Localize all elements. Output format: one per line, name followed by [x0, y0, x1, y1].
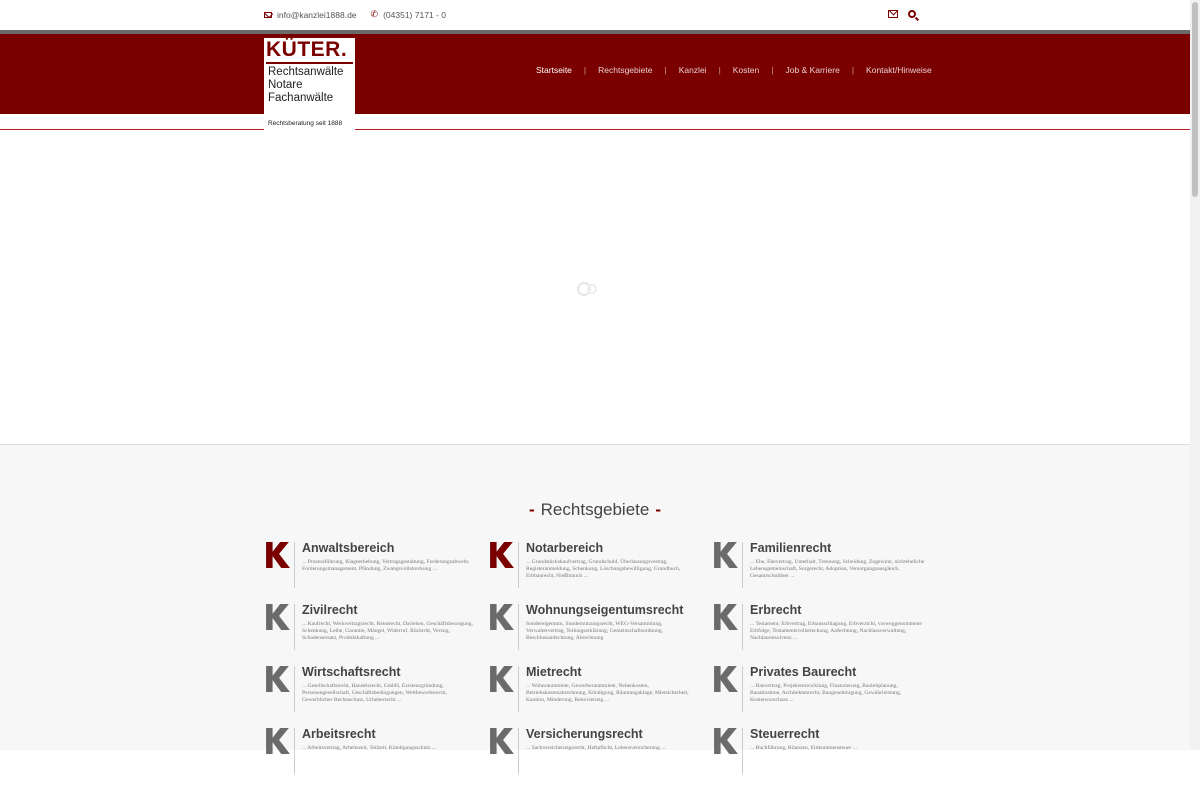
card-divider [742, 542, 743, 588]
card-description: ... Buchführung, Bilanzen, Einkommensteuer ... [750, 745, 857, 751]
k-logo-icon [264, 604, 292, 630]
k-logo-icon [264, 666, 292, 692]
scrollbar-thumb[interactable] [1192, 2, 1198, 197]
card-divider [742, 728, 743, 774]
card-description: ... Testament, Erbvertrag, Erbausschlagung, Erbverzicht, vorweggenommene Erbfolge, Testamentsvollstreckung, Anfechtung, Nachlassverwaltung, Nachlassinsolvenz ... [750, 621, 922, 641]
mail-icon [264, 12, 272, 18]
hero-slider [0, 131, 1190, 445]
logo-name: KÜTER. [266, 38, 348, 61]
rechtsgebiet-card[interactable] [712, 666, 932, 726]
card-description: ... Kaufrecht, Werkvertragsrecht, Reiserecht, Darlehen, Geschäftsbesorgung, Schenkung, Leihe, Garantie, Mängel, Widerruf, Rücktritt, Verzug, Schadensersatz, Produkthaftung ... [302, 621, 473, 641]
nav-separator: | [771, 65, 774, 75]
k-logo-icon [712, 542, 740, 568]
rechtsgebiet-card[interactable] [488, 542, 708, 602]
rechtsgebiet-card[interactable] [712, 542, 932, 602]
card-divider [294, 666, 295, 712]
card-title[interactable]: Wohnungseigentumsrecht [526, 603, 684, 617]
section-title [0, 500, 1190, 520]
card-title[interactable]: Steuerrecht [750, 727, 820, 741]
nav-item-job-karriere[interactable]: Job & Karriere [785, 65, 840, 75]
card-divider [518, 542, 519, 588]
rechtsgebiet-card[interactable] [264, 542, 484, 602]
card-description: ... Sachversicherungsrecht, Haftpflicht, Lebensversicherung ... [526, 745, 666, 751]
card-title[interactable]: Familienrecht [750, 541, 832, 555]
top-right-actions [888, 9, 916, 18]
rechtsgebiet-card[interactable] [264, 666, 484, 726]
contact-info [264, 9, 446, 20]
k-logo-icon [264, 542, 292, 568]
card-title[interactable]: Mietrecht [526, 665, 582, 679]
phone-icon: ✆ [370, 9, 379, 19]
card-title[interactable]: Privates Baurecht [750, 665, 857, 679]
k-logo-icon [264, 728, 292, 754]
site-logo[interactable] [264, 38, 355, 130]
nav-separator: | [851, 65, 855, 75]
k-logo-icon [488, 542, 516, 568]
phone-link[interactable] [371, 9, 446, 20]
envelope-icon[interactable] [888, 10, 898, 18]
k-logo-icon [712, 604, 740, 630]
card-title[interactable]: Arbeitsrecht [302, 727, 376, 741]
card-description: ... Bauvertrag, Projektentwicklung, Finanzierung, Bauleitplanung, Bauabnahme, Architektenrecht, Baugenehmigung, Gewährleistung, Kostenvorschuss ... [750, 683, 902, 703]
nav-item-rechtsgebiete[interactable]: Rechtsgebiete [598, 65, 653, 75]
logo-line-3: Fachanwälte [268, 92, 334, 104]
logo-tagline: Rechtsberatung seit 1888 [268, 120, 343, 127]
search-icon[interactable] [908, 10, 916, 18]
card-description: Sondereigentum, Sondernutzungsrecht, WEG-Versammlung, Verwaltervertrag, Teilungserklärung, Gemeinschaftsordnung, Beschlussanfechtung, Abrechnung [526, 621, 663, 641]
logo-line-2: Notare [268, 79, 303, 91]
nav-separator: | [718, 65, 721, 75]
k-logo-icon [712, 666, 740, 692]
main-navigation [536, 65, 932, 75]
card-divider [518, 728, 519, 774]
logo-line-1: Rechtsanwälte [268, 66, 344, 78]
card-divider [742, 604, 743, 650]
card-description: ... Wohnraummiete, Gewerberaummiete, Nebenkosten, Betriebskostenabrechnung, Kündigung, Räumungsklage, Mietsicherheit, Kaution, Minderung, Renovierung ... [526, 683, 689, 703]
email-text: info@kanzlei1888.de [277, 9, 357, 20]
section-title-text: Rechtsgebiete [540, 500, 650, 519]
nav-separator: | [583, 65, 587, 75]
card-divider [294, 604, 295, 650]
rechtsgebiet-card[interactable] [712, 728, 932, 788]
nav-item-kontakt[interactable]: Kontakt/Hinweise [866, 65, 932, 75]
k-logo-icon [488, 728, 516, 754]
card-divider [518, 666, 519, 712]
rechtsgebiet-card[interactable] [488, 604, 708, 664]
rechtsgebiet-card[interactable] [488, 666, 708, 726]
nav-item-kanzlei[interactable]: Kanzlei [678, 65, 707, 75]
card-divider [742, 666, 743, 712]
title-dash-right: - [655, 500, 662, 519]
k-logo-icon [488, 666, 516, 692]
card-divider [294, 728, 295, 774]
k-logo-icon [712, 728, 740, 754]
rechtsgebiet-card[interactable] [712, 604, 932, 664]
header-bottom-strip [0, 114, 1190, 130]
phone-text: (04351) 7171 - 0 [383, 9, 446, 20]
loading-spinner-icon [576, 281, 598, 297]
card-title[interactable]: Anwaltsbereich [302, 541, 395, 555]
card-description: ... Grundstückskaufvertrag, Grundschuld, Überlassungsvertrag, Registeranmeldung, Schenkung, Löschungsbewilligung, Grundbuch, Erbbaurecht, Nießbrauch ... [526, 559, 681, 579]
card-title[interactable]: Zivilrecht [302, 603, 358, 617]
rechtsgebiet-card[interactable] [264, 604, 484, 664]
card-divider [294, 542, 295, 588]
card-description: ... Prozessführung, Klageerhebung, Vertragsgestaltung, Forderungsabwehr, Forderungsmanagement, Pfändung, Zwangsvollstreckung ... [302, 559, 470, 572]
card-title[interactable]: Erbrecht [750, 603, 802, 617]
nav-item-kosten[interactable]: Kosten [732, 65, 760, 75]
card-divider [518, 604, 519, 650]
card-description: ... Ehe, Ehevertrag, Unterhalt, Trennung, Scheidung, Zugewinn, nichteheliche Lebensgemeinschaft, Sorgerecht, Adoption, Versorgungsausgleich, Gesamtschuldner ... [750, 559, 925, 579]
card-title[interactable]: Versicherungsrecht [526, 727, 643, 741]
nav-separator: | [664, 65, 667, 75]
email-link[interactable] [264, 10, 357, 20]
card-description: ... Gesellschaftsrecht, Handelsrecht, GmbH, Existenzgründung, Personengesellschaft, Geschäftsbedingungen, Wettbewerbsrecht, Gewerblicher Rechtsschutz, Urheberrecht ... [302, 683, 447, 703]
k-logo-icon [488, 604, 516, 630]
title-dash-left: - [528, 500, 535, 519]
logo-rule [266, 62, 353, 64]
card-title[interactable]: Notarbereich [526, 541, 604, 555]
rechtsgebiet-card[interactable] [488, 728, 708, 788]
nav-item-startseite[interactable]: Startseite [536, 65, 572, 75]
card-title[interactable]: Wirtschaftsrecht [302, 665, 401, 679]
card-description: ... Arbeitsvertrag, Arbeitszeit, Teilzeit, Kündigungsschutz ... [302, 745, 437, 751]
rechtsgebiet-card[interactable] [264, 728, 484, 788]
top-contact-bar [0, 0, 1190, 30]
page-scrollbar[interactable] [1190, 0, 1200, 750]
